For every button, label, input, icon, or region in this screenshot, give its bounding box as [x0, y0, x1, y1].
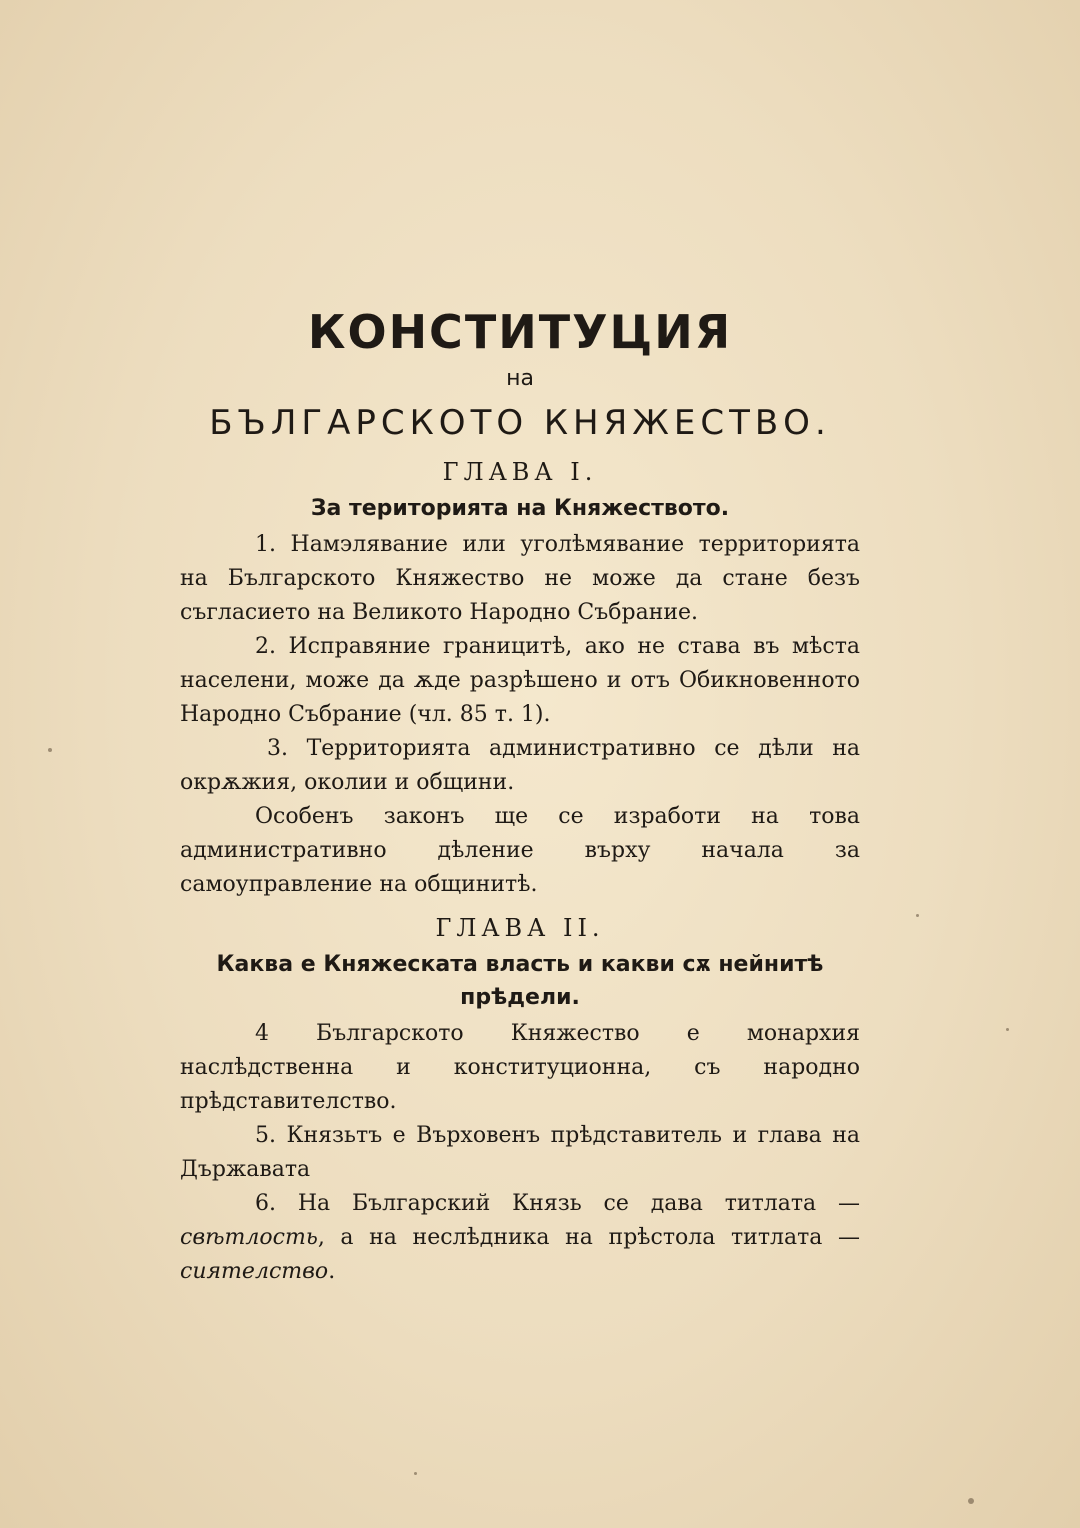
chapter-2-label: ГЛАВА II.	[435, 914, 605, 942]
chapter-2-heading: Каква е Княжеската власть и какви сѫ нейнитѣ прѣдели.	[216, 952, 824, 1010]
state-name: БЪЛГАРСКОТО КНЯЖЕСТВО.	[209, 403, 831, 443]
document-text	[180, 300, 860, 1289]
chapter-1-heading: За територията на Княжеството.	[310, 496, 730, 521]
article-6-text-b: , а на неслѣдника на прѣстола титлата —	[317, 1225, 860, 1250]
title-preposition: на	[506, 366, 534, 391]
paper-speck	[1006, 1028, 1009, 1031]
paper-speck	[916, 914, 919, 917]
article-6-text-a: 6. На Българский Князь се дава титлата —	[255, 1191, 860, 1216]
article-6	[180, 1187, 860, 1289]
paper-speck	[968, 1498, 974, 1504]
article-2: 2. Исправяние границитѣ, ако не става въ мѣста населени, може да ѫде разрѣшено и отъ Обикновенното Народно Събрание (чл. 85 т. 1).	[180, 634, 860, 727]
title-svetlost: свѣтлость	[180, 1225, 318, 1250]
article-6-end: .	[328, 1259, 336, 1284]
article-4: 4 Българското Княжество е монархия наслѣдственна и конституционна, съ народно прѣдставителство.	[180, 1021, 860, 1114]
paper-speck	[414, 1472, 417, 1475]
paper-speck	[48, 748, 52, 752]
chapter-1-label: ГЛАВА I.	[442, 458, 598, 486]
title-siyatelstvo: сиятелство	[180, 1259, 329, 1284]
article-5: 5. Князьтъ е Върховенъ прѣдставитель и глава на Държавата	[180, 1123, 860, 1182]
document-title: КОНСТИТУЦИЯ	[307, 305, 733, 359]
article-3: 3. Территорията административно се дѣли на окрѫжия, околии и общини.	[180, 736, 860, 795]
article-3-note: Особенъ законъ ще се изработи на това административно дѣление върху начала за самоуправление на общинитѣ.	[180, 804, 860, 897]
article-1: 1. Намэлявание или уголѣмявание территорията на Българското Княжество не може да стане безъ съгласието на Великото Народно Събрание.	[180, 532, 860, 625]
